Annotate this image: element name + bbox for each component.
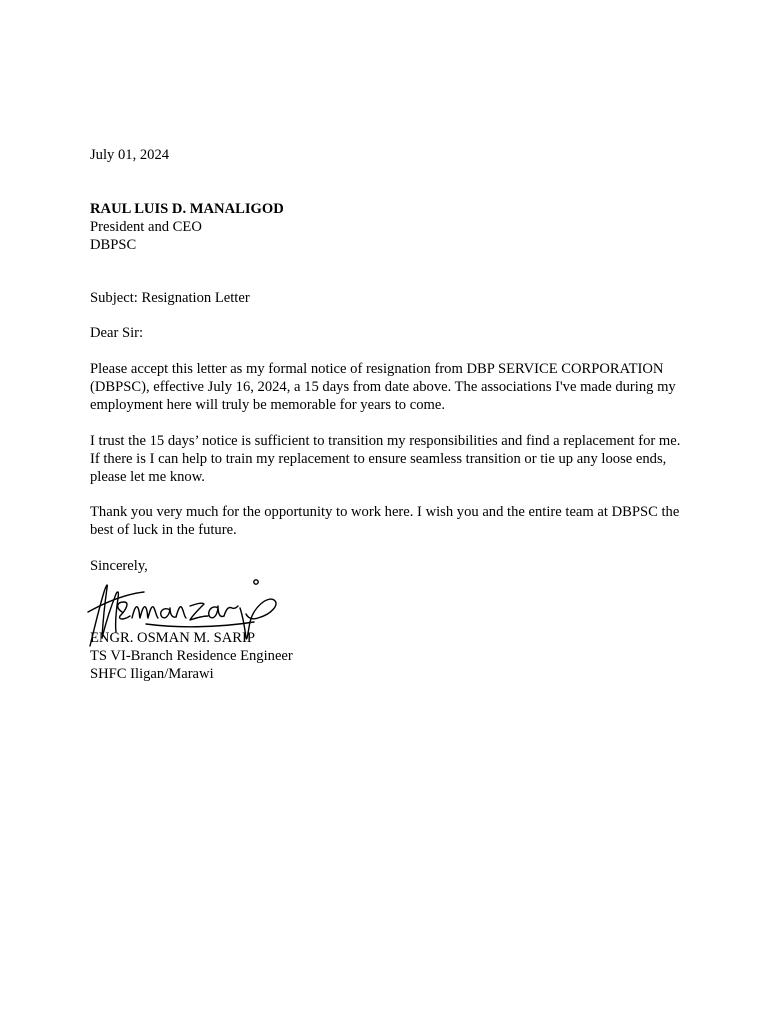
body-paragraph: I trust the 15 days’ notice is sufficient to transition my responsibilities and find a replacement for me. If there is I can help to train my replacement to ensure seamless transition or tie up any loose ends, please let me know. — [90, 433, 681, 485]
recipient-title: President and CEO — [90, 219, 202, 235]
closing: Sincerely, — [90, 558, 148, 574]
salutation: Dear Sir: — [90, 325, 144, 341]
sender-position: TS VI-Branch Residence Engineer — [90, 648, 293, 664]
body-paragraph: Please accept this letter as my formal notice of resignation from DBP SERVICE CORPORATION (DBPSC), effective July 16, 2024, a 15 days from date above. The associations I've made during my employment here will truly be memorable for years to come. — [90, 361, 676, 413]
letter-subject: Subject: Resignation Letter — [90, 290, 250, 306]
recipient-name: RAUL LUIS D. MANALIGOD — [90, 201, 284, 217]
recipient-org: DBPSC — [90, 237, 137, 253]
sender-name: ENGR. OSMAN M. SARIP — [90, 630, 256, 646]
handwritten-signature — [86, 572, 286, 652]
sender-office: SHFC Iligan/Marawi — [90, 666, 214, 682]
body-paragraph: Thank you very much for the opportunity to work here. I wish you and the entire team at DBPSC the best of luck in the future. — [90, 504, 680, 538]
letter-date: July 01, 2024 — [90, 147, 170, 163]
